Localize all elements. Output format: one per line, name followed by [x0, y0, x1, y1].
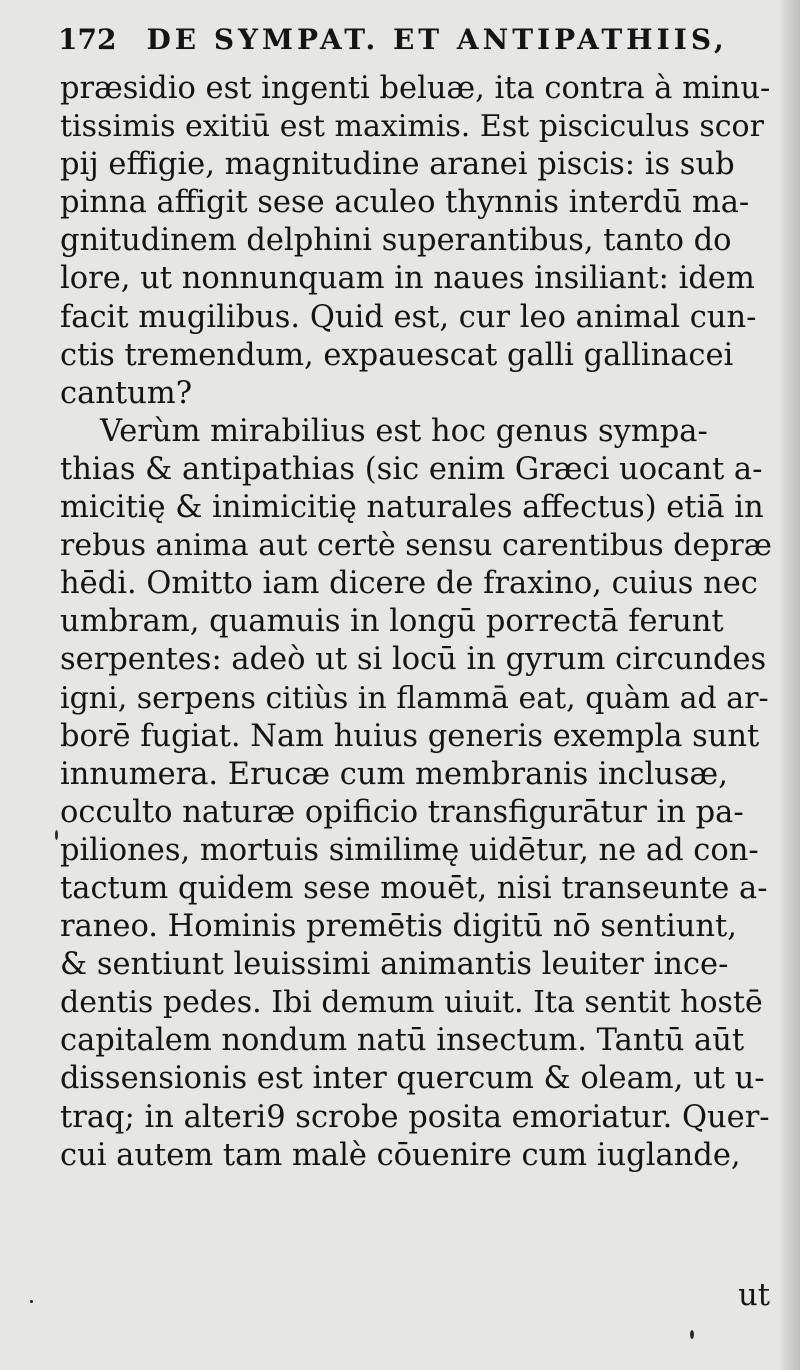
text-line: capitalem nondum natū insectum. Tantū aūt: [60, 1023, 745, 1059]
text-line: micitię & inimicitię naturales affectus) etiā in: [60, 490, 764, 526]
running-header: [58, 18, 758, 62]
text-line: pij effigie, magnitudine aranei piscis: is sub: [60, 147, 735, 183]
page-number: 172: [58, 23, 117, 56]
text-line: rebus anima aut certè sensu carentibus depræ: [60, 528, 772, 564]
paragraph-first-line: Verùm mirabilius est hoc genus sympa-: [100, 413, 708, 449]
text-line: dentis pedes. Ibi demum uiuit. Ita sentit hostē: [60, 985, 763, 1021]
ink-speck: [30, 1300, 33, 1303]
text-line: thias & antipathias (sic enim Græci uocant a-: [60, 451, 763, 487]
text-line: raneo. Hominis premētis digitū nō sentiunt,: [60, 909, 737, 945]
text-line: cui autem tam malè cōuenire cum iuglande,: [60, 1137, 741, 1173]
text-line: tactum quidem sese mouēt, nisi transeunte a-: [60, 870, 768, 906]
text-line: piliones, mortuis similimę uidētur, ne ad con-: [60, 832, 759, 868]
text-line: serpentes: adeò ut si locū in gyrum circundes: [60, 642, 767, 678]
text-line: gnitudinem delphini superantibus, tanto do: [60, 223, 732, 259]
catchword: ut: [738, 1278, 770, 1313]
text-line: dissensionis est inter quercum & oleam, ut u-: [60, 1061, 765, 1097]
text-line: pinna affigit sese aculeo thynnis interdū ma-: [60, 185, 750, 221]
text-line: hēdi. Omitto iam dicere de fraxino, cuius nec: [60, 566, 758, 602]
page-gutter-shadow: [778, 0, 800, 1370]
text-line: & sentiunt leuissimi animantis leuiter ince-: [60, 947, 729, 983]
text-line: tissimis exitiū est maximis. Est pisciculus scor: [60, 109, 764, 145]
text-line: facit mugilibus. Quid est, cur leo animal cun-: [60, 299, 757, 335]
text-line: innumera. Erucæ cum membranis inclusæ,: [60, 756, 728, 792]
running-title: DE SYMPAT. ET ANTIPATHIIS,: [146, 23, 728, 56]
ink-speck: [690, 1330, 694, 1339]
text-line: cantum?: [60, 375, 193, 411]
text-line: igni, serpens citiùs in flammā eat, quàm ad ar-: [60, 680, 769, 716]
text-block: [60, 70, 770, 1175]
text-line: borē fugiat. Nam huius generis exempla sunt: [60, 718, 760, 754]
text-line: occulto naturæ opificio transfigurātur in pa-: [60, 794, 744, 830]
text-line: præsidio est ingenti beluæ, ita contra à minu-: [60, 71, 771, 106]
text-line: ctis tremendum, expauescat galli gallinacei: [60, 337, 734, 373]
text-line: lore, ut nonnunquam in naues insiliant: idem: [60, 261, 755, 297]
ink-speck: [55, 830, 58, 840]
text-line: umbram, quamuis in longū porrectā ferunt: [60, 604, 724, 640]
text-line: traq; in alteri9 scrobe posita emoriatur. Quer-: [60, 1099, 770, 1135]
